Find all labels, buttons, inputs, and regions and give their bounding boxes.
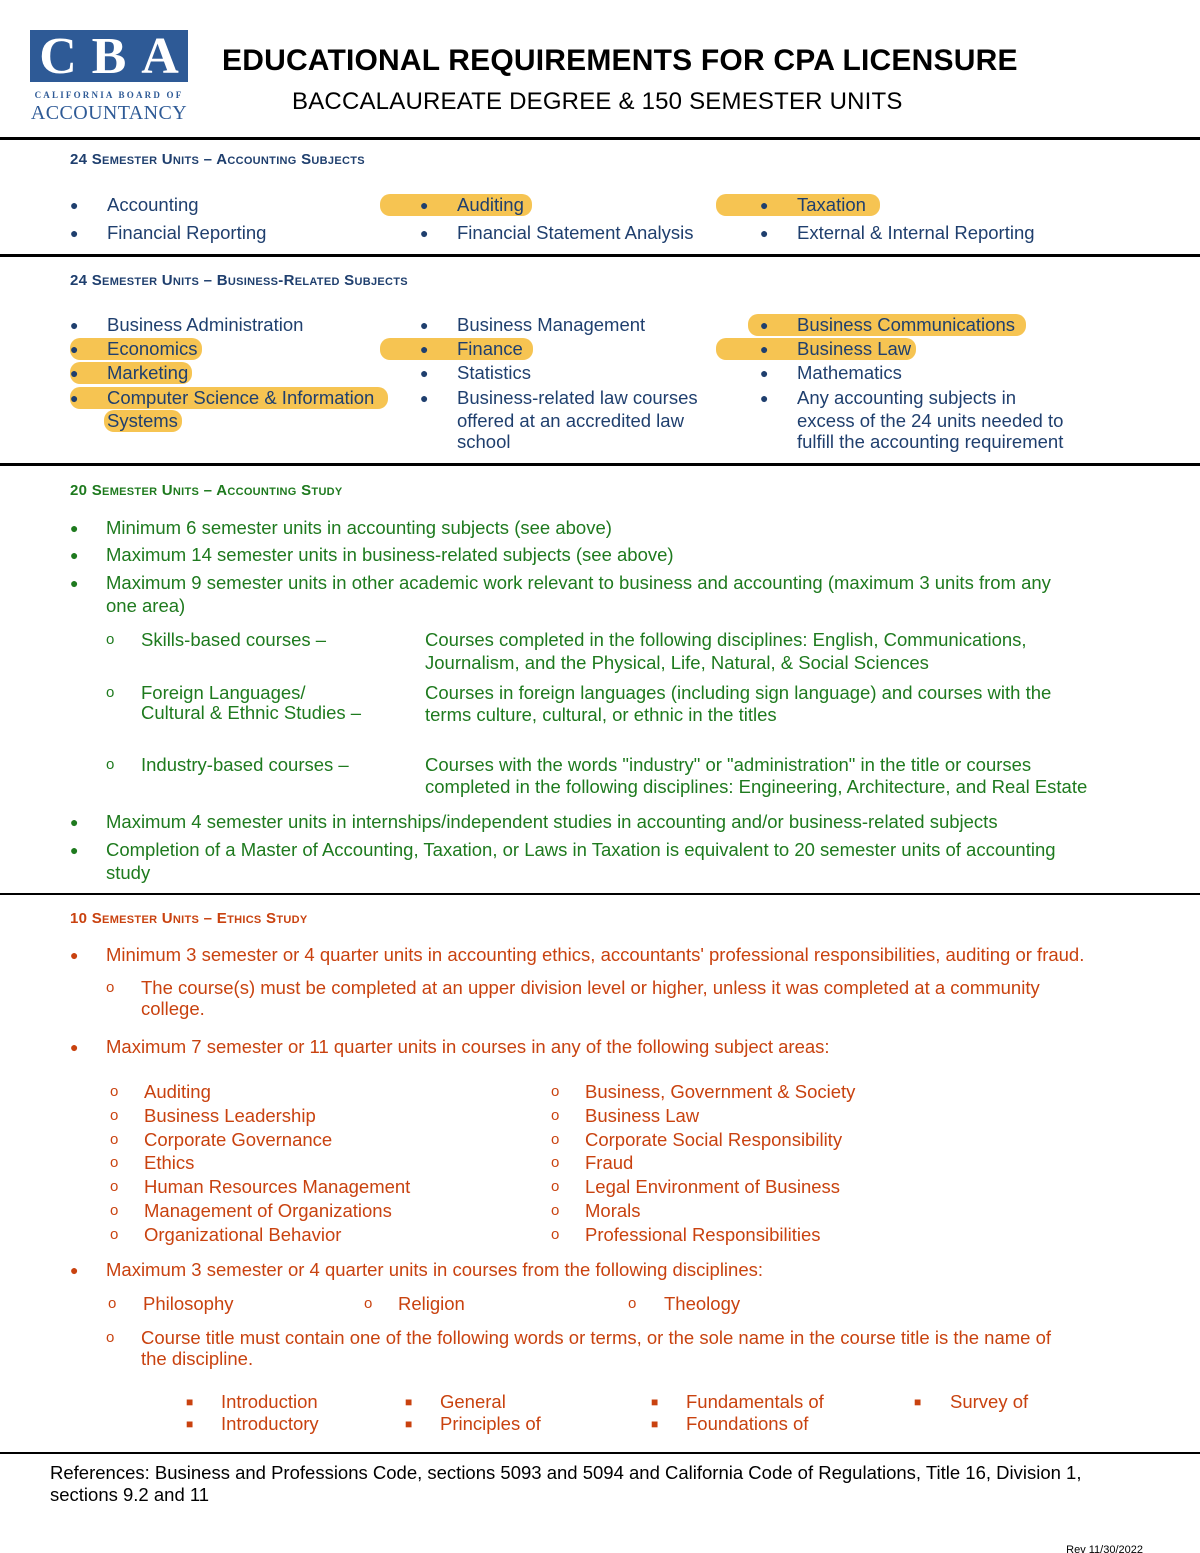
bullet: ● — [70, 520, 79, 536]
sub-list-item: The course(s) must be completed at an upper division level or higher, unless it was completed at a community — [141, 977, 1040, 998]
page-subtitle: BACCALAUREATE DEGREE & 150 SEMESTER UNITS — [292, 88, 903, 115]
industry-description-continued: completed in the following disciplines: Engineering, Architecture, and Real Estate — [425, 776, 1088, 797]
references-line-1: References: Business and Professions Code, sections 5093 and 5094 and California Code of Regulations, Title 16, Division 1, — [50, 1462, 1082, 1483]
term: Introduction — [221, 1391, 318, 1412]
bullet: ● — [420, 225, 429, 241]
section-business-subjects-heading: 24 Semester Units – Business-Related Subjects — [70, 272, 408, 289]
list-item: Finance — [457, 338, 523, 359]
revision-date: Rev 11/30/2022 — [1066, 1544, 1143, 1553]
subject-area: Morals — [585, 1200, 641, 1221]
subject-area: Business Leadership — [144, 1105, 316, 1126]
references-line-2: sections 9.2 and 11 — [50, 1484, 210, 1505]
subject-area: Professional Responsibilities — [585, 1224, 821, 1245]
page-title: EDUCATIONAL REQUIREMENTS FOR CPA LICENSURE — [222, 44, 1018, 77]
subject-area: Organizational Behavior — [144, 1224, 342, 1245]
list-item-continued: Systems — [107, 410, 178, 431]
foreign-description-continued: terms culture, cultural, or ethnic in the titles — [425, 704, 777, 725]
square-bullet: ■ — [651, 1395, 659, 1409]
term: Principles of — [440, 1413, 541, 1434]
foreign-label: Foreign Languages/ — [141, 682, 306, 703]
subject-area: Corporate Governance — [144, 1129, 333, 1150]
list-item: Minimum 3 semester or 4 quarter units in accounting ethics, accountants' professional responsibilities, auditing or fraud. — [106, 944, 1085, 965]
sub-bullet: o — [110, 1131, 119, 1148]
list-item: Auditing — [457, 194, 524, 215]
course-title-rule: Course title must contain one of the following words or terms, or the sole name in the course title is the name of — [141, 1327, 1052, 1348]
bullet: ● — [70, 390, 79, 406]
list-item: Accounting — [107, 194, 199, 215]
logo-letter-a: A — [141, 28, 179, 85]
sub-bullet: o — [551, 1083, 560, 1100]
bullet: ● — [760, 365, 769, 381]
sub-bullet: o — [551, 1154, 560, 1171]
square-bullet: ■ — [186, 1395, 194, 1409]
list-item: Completion of a Master of Accounting, Taxation, or Laws in Taxation is equivalent to 20 semester units of accounting — [106, 839, 1056, 860]
list-item-continued: one area) — [106, 595, 186, 616]
list-item: Business Administration — [107, 314, 304, 335]
subject-area: Business, Government & Society — [585, 1081, 856, 1102]
sub-bullet: o — [110, 1154, 119, 1171]
bullet: ● — [70, 842, 79, 858]
bullet: ● — [420, 390, 429, 406]
sub-bullet: o — [108, 1295, 117, 1312]
bullet: ● — [760, 317, 769, 333]
list-item: Taxation — [797, 194, 866, 215]
list-item: Business Management — [457, 314, 646, 335]
skills-label: Skills-based courses – — [141, 629, 327, 650]
sub-list-item-continued: college. — [141, 998, 205, 1019]
sub-bullet: o — [110, 1107, 119, 1124]
list-item: Business Law — [797, 338, 912, 359]
list-item: Marketing — [107, 362, 189, 383]
subject-area: Fraud — [585, 1152, 634, 1173]
references — [50, 1462, 1170, 1506]
list-item-continued: fulfill the accounting requirement — [797, 431, 1064, 452]
list-item: Economics — [107, 338, 198, 359]
logo-subtitle-bottom: ACCOUNTANCY — [30, 102, 188, 124]
cba-logo — [30, 30, 188, 124]
list-item-continued: excess of the 24 units needed to — [797, 410, 1064, 431]
bullet: ● — [420, 317, 429, 333]
sub-bullet: o — [110, 1178, 119, 1195]
divider — [0, 254, 1200, 257]
bullet: ● — [70, 341, 79, 357]
sub-bullet: o — [110, 1083, 119, 1100]
bullet: ● — [420, 341, 429, 357]
bullet: ● — [70, 225, 79, 241]
list-item: Maximum 4 semester units in internships/independent studies in accounting and/or business-related subjects — [106, 811, 998, 832]
list-item-continued: study — [106, 862, 151, 883]
list-item: Any accounting subjects in — [797, 387, 1017, 408]
section-accounting-subjects-heading: 24 Semester Units – Accounting Subjects — [70, 151, 365, 168]
list-item: Maximum 3 semester or 4 quarter units in courses from the following disciplines: — [106, 1259, 764, 1280]
industry-label: Industry-based courses – — [141, 754, 349, 775]
bullet: ● — [70, 814, 79, 830]
section-accounting-study-heading: 20 Semester Units – Accounting Study — [70, 482, 343, 499]
sub-bullet: o — [364, 1295, 373, 1312]
discipline: Theology — [664, 1293, 741, 1314]
sub-bullet: o — [551, 1131, 560, 1148]
discipline: Philosophy — [143, 1293, 234, 1314]
list-item: Mathematics — [797, 362, 902, 383]
bullet: ● — [70, 365, 79, 381]
sub-bullet: o — [106, 1329, 115, 1346]
sub-bullet: o — [628, 1295, 637, 1312]
subject-area: Legal Environment of Business — [585, 1176, 841, 1197]
bullet: ● — [70, 1262, 79, 1278]
section-ethics-study-heading: 10 Semester Units – Ethics Study — [70, 910, 308, 927]
sub-bullet: o — [551, 1107, 560, 1124]
square-bullet: ■ — [405, 1417, 413, 1431]
list-item: Maximum 7 semester or 11 quarter units in courses in any of the following subject areas: — [106, 1036, 830, 1057]
sub-bullet: o — [551, 1226, 560, 1243]
logo-letter-c: C — [39, 28, 77, 85]
divider — [0, 463, 1200, 466]
sub-bullet: o — [551, 1202, 560, 1219]
foreign-label-continued: Cultural & Ethnic Studies – — [141, 702, 362, 723]
foreign-description: Courses in foreign languages (including sign language) and courses with the — [425, 682, 1052, 703]
sub-bullet: o — [106, 756, 115, 773]
list-item: Minimum 6 semester units in accounting subjects (see above) — [106, 517, 612, 538]
divider — [0, 1452, 1200, 1454]
list-item: Maximum 14 semester units in business-related subjects (see above) — [106, 544, 674, 565]
sub-bullet: o — [551, 1178, 560, 1195]
term: Introductory — [221, 1413, 319, 1434]
sub-bullet: o — [110, 1202, 119, 1219]
skills-description-continued: Journalism, and the Physical, Life, Natural, & Social Sciences — [425, 652, 929, 673]
term: General — [440, 1391, 506, 1412]
sub-bullet: o — [106, 631, 115, 648]
bullet: ● — [70, 197, 79, 213]
subject-area: Ethics — [144, 1152, 195, 1173]
list-item: Financial Reporting — [107, 222, 267, 243]
sub-bullet: o — [106, 684, 115, 701]
bullet: ● — [70, 317, 79, 333]
list-item: Computer Science & Information — [107, 387, 375, 408]
bullet: ● — [70, 947, 79, 963]
list-item-continued: offered at an accredited law — [457, 410, 684, 431]
subject-area: Auditing — [144, 1081, 211, 1102]
list-item: Business-related law courses — [457, 387, 698, 408]
list-item: Maximum 9 semester units in other academic work relevant to business and accounting (maximum 3 units from any — [106, 572, 1051, 593]
list-item: Business Communications — [797, 314, 1015, 335]
sub-bullet: o — [106, 979, 115, 996]
list-item: Statistics — [457, 362, 532, 383]
bullet: ● — [420, 365, 429, 381]
subject-area: Business Law — [585, 1105, 700, 1126]
square-bullet: ■ — [405, 1395, 413, 1409]
logo-subtitle-top: CALIFORNIA BOARD OF — [34, 90, 184, 100]
subject-area: Human Resources Management — [144, 1176, 411, 1197]
logo-letter-b: B — [91, 28, 127, 85]
course-title-rule-continued: the discipline. — [141, 1348, 254, 1369]
bullet: ● — [760, 197, 769, 213]
term: Foundations of — [686, 1413, 809, 1434]
bullet: ● — [70, 575, 79, 591]
divider — [0, 893, 1200, 895]
list-item: Financial Statement Analysis — [457, 222, 694, 243]
subject-area: Management of Organizations — [144, 1200, 392, 1221]
bullet: ● — [760, 390, 769, 406]
term: Fundamentals of — [686, 1391, 824, 1412]
list-item: External & Internal Reporting — [797, 222, 1035, 243]
list-item-continued: school — [457, 431, 511, 452]
square-bullet: ■ — [651, 1417, 659, 1431]
skills-description: Courses completed in the following disciplines: English, Communications, — [425, 629, 1027, 650]
bullet: ● — [70, 1039, 79, 1055]
industry-description: Courses with the words "industry" or "administration" in the title or courses — [425, 754, 1032, 775]
square-bullet: ■ — [186, 1417, 194, 1431]
square-bullet: ■ — [914, 1395, 922, 1409]
divider — [0, 137, 1200, 140]
bullet: ● — [760, 341, 769, 357]
discipline: Religion — [398, 1293, 465, 1314]
bullet: ● — [760, 225, 769, 241]
bullet: ● — [420, 197, 429, 213]
logo-letters-block — [30, 28, 188, 85]
bullet: ● — [70, 547, 79, 563]
term: Survey of — [950, 1391, 1029, 1412]
sub-bullet: o — [110, 1226, 119, 1243]
subject-area: Corporate Social Responsibility — [585, 1129, 843, 1150]
